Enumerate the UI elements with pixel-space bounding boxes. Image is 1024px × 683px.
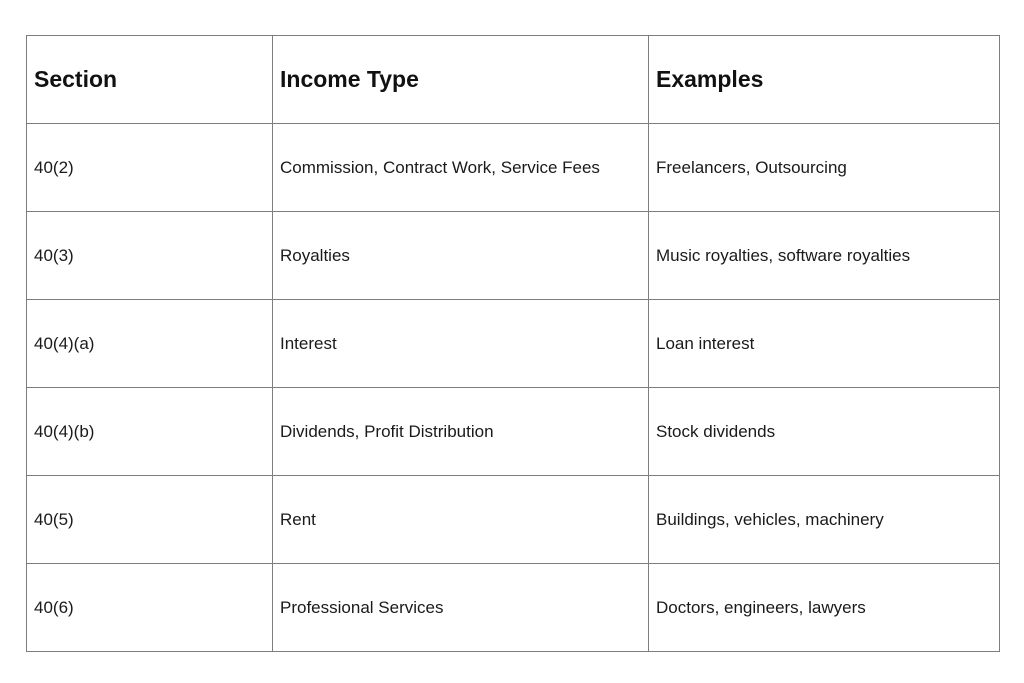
header-examples: Examples	[649, 36, 1000, 124]
cell-examples: Loan interest	[649, 300, 1000, 388]
cell-income-type: Professional Services	[273, 564, 649, 652]
cell-examples: Stock dividends	[649, 388, 1000, 476]
header-section: Section	[27, 36, 273, 124]
cell-section: 40(4)(b)	[27, 388, 273, 476]
cell-section: 40(3)	[27, 212, 273, 300]
cell-income-type: Dividends, Profit Distribution	[273, 388, 649, 476]
cell-examples: Music royalties, software royalties	[649, 212, 1000, 300]
table-row	[27, 388, 1000, 476]
cell-income-type: Commission, Contract Work, Service Fees	[273, 124, 649, 212]
cell-section: 40(4)(a)	[27, 300, 273, 388]
table-row	[27, 564, 1000, 652]
table-row	[27, 476, 1000, 564]
cell-income-type: Royalties	[273, 212, 649, 300]
cell-income-type: Rent	[273, 476, 649, 564]
cell-examples: Freelancers, Outsourcing	[649, 124, 1000, 212]
table-row	[27, 300, 1000, 388]
table-row	[27, 124, 1000, 212]
cell-income-type: Interest	[273, 300, 649, 388]
header-income-type: Income Type	[273, 36, 649, 124]
income-type-table	[26, 35, 1000, 652]
table-header-row	[27, 36, 1000, 124]
cell-section: 40(6)	[27, 564, 273, 652]
cell-examples: Buildings, vehicles, machinery	[649, 476, 1000, 564]
table-row	[27, 212, 1000, 300]
cell-examples: Doctors, engineers, lawyers	[649, 564, 1000, 652]
income-table-container	[26, 35, 999, 652]
cell-section: 40(5)	[27, 476, 273, 564]
cell-section: 40(2)	[27, 124, 273, 212]
